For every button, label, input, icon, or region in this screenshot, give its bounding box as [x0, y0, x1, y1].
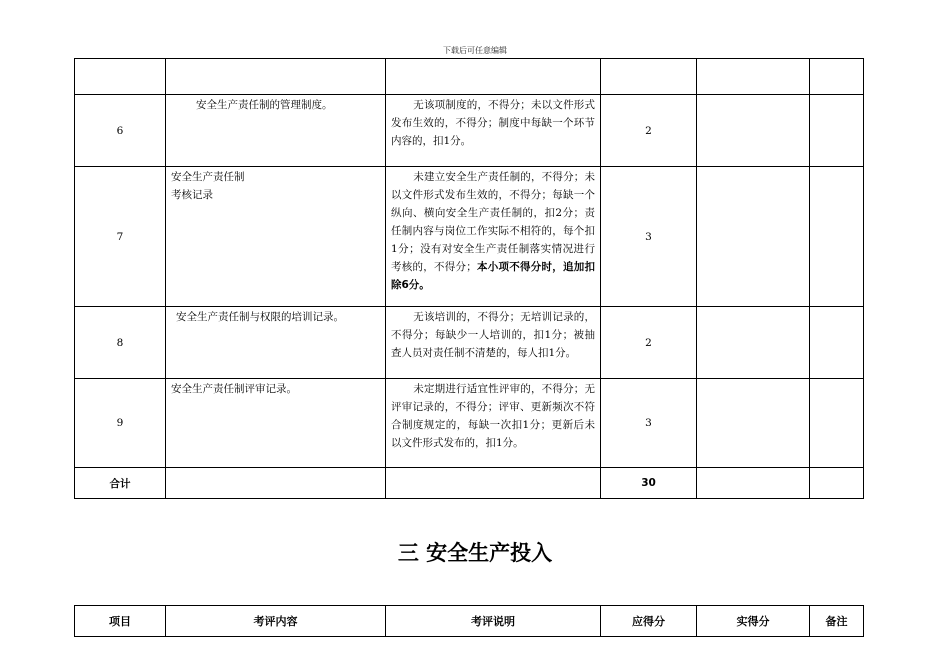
description-text: 无该培训的，不得分；无培训记录的，不得分；每缺少一人培训的，扣1分；被抽查人员对责任制不清楚的，每人扣1分。	[391, 311, 595, 359]
actual-score-cell	[697, 59, 810, 95]
content-cell: 安全生产责任制 考核记录	[166, 167, 386, 307]
remark-cell	[810, 59, 864, 95]
table-row	[75, 379, 864, 468]
table-row	[75, 167, 864, 307]
remark-cell	[810, 307, 864, 379]
description-text: 未定期进行适宜性评审的，不得分；无评审记录的，不得分；评审、更新频次不符合制度规定的，每缺一次扣1分；更新后未以文件形式发布的，扣1分。	[391, 383, 595, 449]
content-cell: 安全生产责任制的管理制度。	[166, 95, 386, 167]
total-row	[75, 468, 864, 499]
actual-score-cell	[697, 468, 810, 499]
total-label-cell: 合计	[75, 468, 166, 499]
description-cell	[386, 307, 601, 379]
actual-score-cell	[697, 379, 810, 468]
header-row	[75, 606, 864, 637]
remark-cell	[810, 379, 864, 468]
item-number-cell: 9	[75, 379, 166, 468]
table-row	[75, 95, 864, 167]
item-number-cell	[75, 59, 166, 95]
content-cell	[166, 468, 386, 499]
item-number-cell: 6	[75, 95, 166, 167]
content-cell	[166, 59, 386, 95]
description-text: 未建立安全生产责任制的，不得分；未以文件形式发布生效的，不得分；每缺一个纵向、横向安全生产责任制的，扣2分；责任制内容与岗位工作实际不相符的，每个扣1分；没有对安全生产责任制落实情况进行考核的，不得分；	[391, 171, 595, 273]
content-cell: 安全生产责任制与权限的培训记录。	[166, 307, 386, 379]
max-score-cell	[601, 59, 697, 95]
actual-score-cell	[697, 95, 810, 167]
header-actual-score: 实得分	[697, 606, 810, 637]
table-row	[75, 59, 864, 95]
actual-score-cell	[697, 307, 810, 379]
description-bold-text: 本小项不得分时，追加扣除6分。	[391, 261, 595, 291]
section-title: 三 安全生产投入	[397, 541, 553, 565]
remark-cell	[810, 95, 864, 167]
item-number-cell: 7	[75, 167, 166, 307]
actual-score-cell	[697, 167, 810, 307]
total-score-cell: 30	[601, 468, 697, 499]
content-cell: 安全生产责任制评审记录。	[166, 379, 386, 468]
description-text: 无该项制度的，不得分；未以文件形式发布生效的，不得分；制度中每缺一个环节内容的，扣1分。	[391, 99, 595, 147]
item-number-cell: 8	[75, 307, 166, 379]
max-score-cell: 2	[601, 307, 697, 379]
header-max-score: 应得分	[601, 606, 697, 637]
section-header-table	[74, 605, 864, 637]
header-content: 考评内容	[166, 606, 386, 637]
header-item: 项目	[75, 606, 166, 637]
description-cell	[386, 468, 601, 499]
score-table	[74, 58, 864, 499]
description-cell	[386, 167, 601, 307]
description-cell	[386, 59, 601, 95]
header-description: 考评说明	[386, 606, 601, 637]
description-cell	[386, 95, 601, 167]
description-cell	[386, 379, 601, 468]
max-score-cell: 3	[601, 379, 697, 468]
max-score-cell: 2	[601, 95, 697, 167]
page-header-note: 下载后可任意编辑	[443, 46, 507, 55]
max-score-cell: 3	[601, 167, 697, 307]
remark-cell	[810, 468, 864, 499]
remark-cell	[810, 167, 864, 307]
table-row	[75, 307, 864, 379]
header-remark: 备注	[810, 606, 864, 637]
